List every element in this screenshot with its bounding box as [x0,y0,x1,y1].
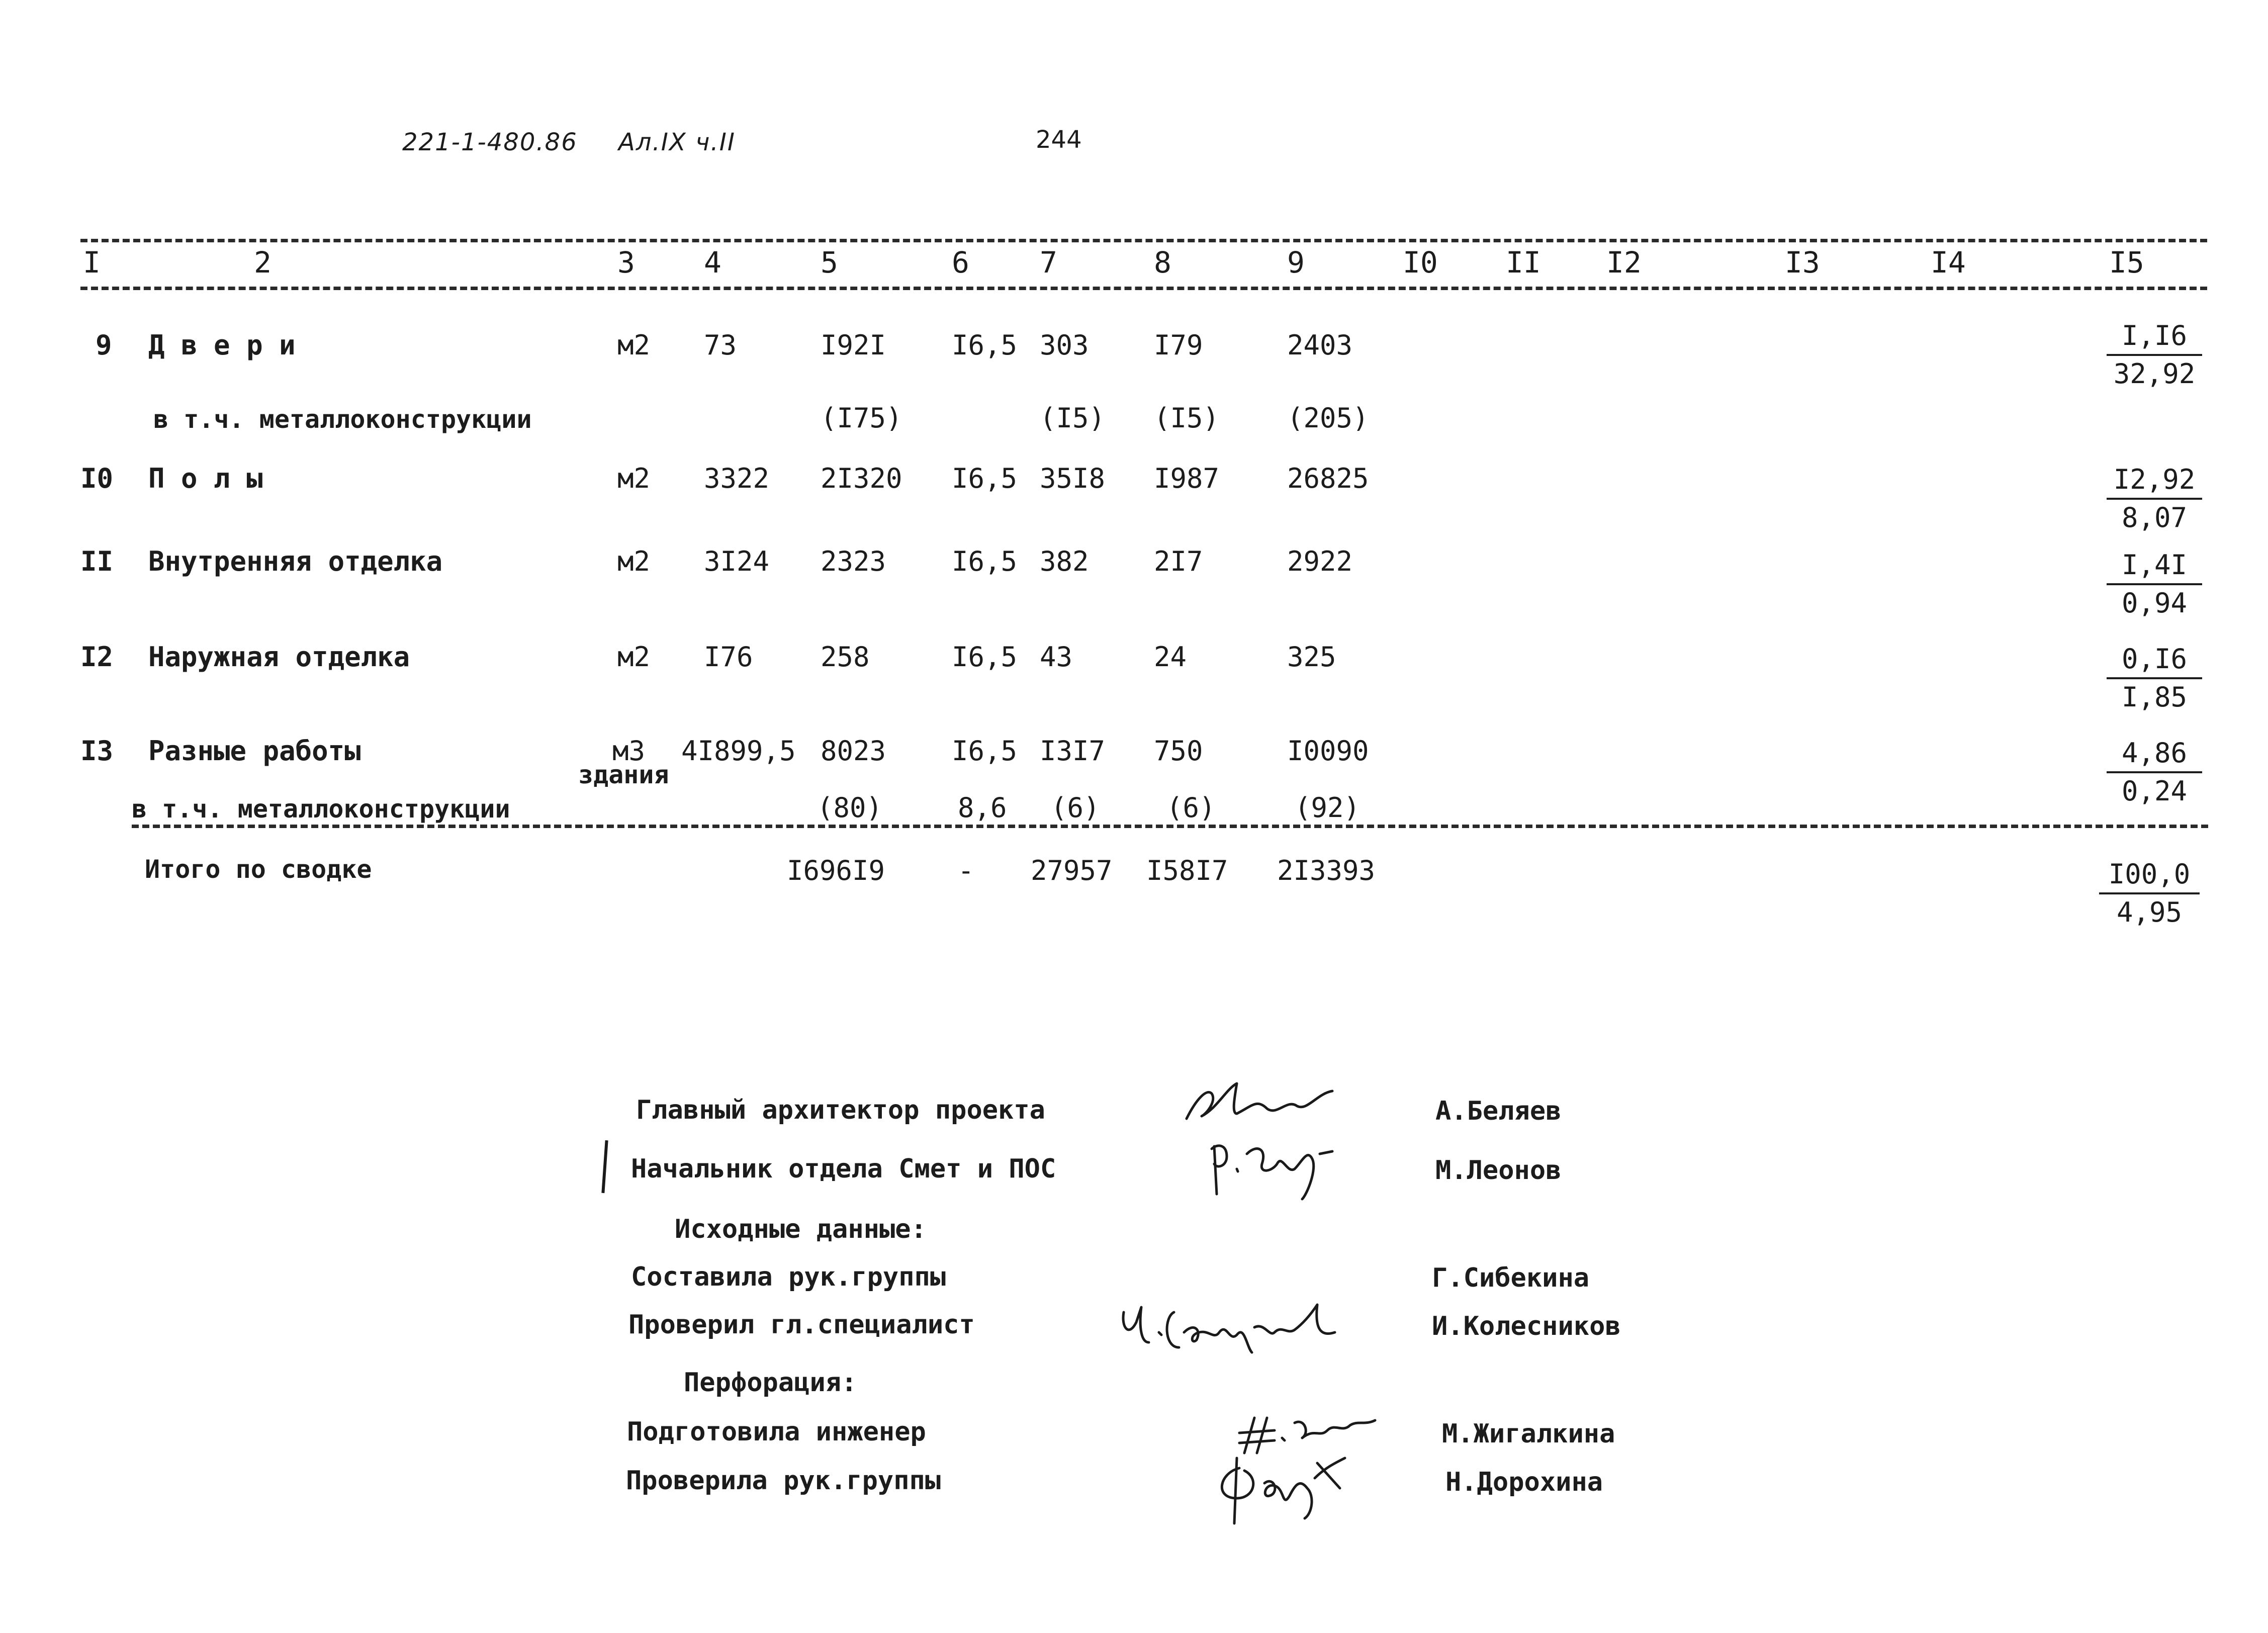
fraction-top: I2,92 [2107,462,2202,500]
signatory-role: Начальник отдела Смет и ПОС [631,1154,1056,1184]
row-col8: (6) [1166,792,1216,824]
row-col9: 325 [1287,641,1336,673]
row-col7: I3I7 [1040,735,1106,767]
row-col7: 382 [1040,546,1089,577]
col-header-12: I2 [1606,245,1642,280]
subtotal-rule [132,825,2208,828]
signatory-name: Н.Дорохина [1445,1467,1603,1497]
row-col15-fraction [2107,547,2202,621]
row-col6: I6,5 [952,546,1018,577]
row-name: Д в е р и [148,329,296,361]
row-col15-fraction [2107,462,2202,536]
fraction-bottom: I,85 [2121,681,2188,713]
col-header-5: 5 [821,245,838,280]
row-col9: I0090 [1287,735,1369,767]
signatory-name: М.Леонов [1435,1155,1562,1186]
total-col8: I58I7 [1146,855,1228,886]
row-name: Разные работы [148,735,361,767]
col-header-2: 2 [254,245,271,280]
handwritten-signature [1182,1078,1342,1134]
col-header-4: 4 [704,245,721,280]
row-col5: 2I320 [821,463,902,494]
row-col9: 26825 [1287,463,1369,494]
row-col4: I76 [704,641,753,673]
col-header-14: I4 [1931,245,1966,280]
row-number: I2 [80,641,114,673]
fraction-bottom: 4,95 [2116,896,2183,928]
row-col6: 8,6 [958,792,1007,824]
signatory-name: М.Жигалкина [1442,1419,1615,1449]
row-name: Наружная отделка [148,641,410,673]
fraction-bottom: 32,92 [2113,358,2196,390]
row-col6: I6,5 [952,463,1018,494]
row-col6: I6,5 [952,735,1018,767]
signatory-role: Проверила рук.группы [626,1466,941,1496]
doc-code: 221-1-480.86 [402,128,578,156]
row-col8: 750 [1154,735,1203,767]
margin-mark [601,1140,608,1193]
header-rule-bottom [80,287,2207,290]
signatory-name: И.Колесников [1432,1311,1621,1341]
row-number: 9 [96,329,112,361]
row-col8: (I5) [1154,402,1220,434]
row-col15-fraction [2107,318,2202,392]
col-header-7: 7 [1040,245,1057,280]
signatory-role: Проверил гл.специалист [628,1310,975,1340]
row-col15-fraction [2107,641,2202,715]
total-col7: 27957 [1031,855,1113,886]
row-col8: I79 [1154,329,1203,361]
col-header-8: 8 [1154,245,1171,280]
signatory-role: Подготовила инженер [627,1417,926,1447]
total-col5: I696I9 [787,855,885,886]
total-col9: 2I3393 [1277,855,1376,886]
col-header-15: I5 [2109,245,2144,280]
row-col9: (92) [1295,792,1360,824]
row-unit: м2 [617,463,651,494]
row-name: Внутренняя отделка [148,546,443,577]
col-header-1: I [83,245,101,280]
total-label: Итого по сводке [145,855,372,884]
row-col8: 2I7 [1154,546,1203,577]
row-col4: 4I899,5 [681,735,796,767]
page-number: 244 [1036,126,1082,154]
row-col5: I92I [821,329,886,361]
row-name: в т.ч. металлоконструкции [132,794,510,824]
col-header-13: I3 [1785,245,1820,280]
row-col4: 3I24 [704,546,770,577]
row-col7: (6) [1051,792,1100,824]
row-col9: (205) [1287,402,1369,434]
col-header-11: II [1506,245,1541,280]
fraction-top: 4,86 [2107,735,2202,773]
row-unit: м2 [617,546,651,577]
total-col6: - [958,855,974,886]
row-col6: I6,5 [952,329,1018,361]
handwritten-signature [1114,1292,1345,1363]
header-rule-top [80,239,2207,242]
row-col4: 3322 [704,463,770,494]
row-unit: м2 [617,641,651,673]
total-col15-fraction [2099,856,2200,931]
fraction-top: I,4I [2107,547,2202,585]
col-header-6: 6 [952,245,969,280]
handwritten-signature [1202,1134,1368,1214]
row-col7: 303 [1040,329,1089,361]
row-col5: 258 [821,641,870,673]
row-col9: 2922 [1287,546,1353,577]
row-col5: (I75) [821,402,902,434]
row-col7: (I5) [1040,402,1106,434]
album-ref: Ал.IX ч.II [618,128,736,156]
section-title: Перфорация: [684,1368,857,1398]
row-unit: м3 [612,735,646,767]
fraction-bottom: 0,94 [2121,587,2188,619]
row-col5: (80) [817,792,883,824]
section-title: Исходные данные: [675,1214,927,1244]
row-unit-note: здания [578,760,669,789]
row-col9: 2403 [1287,329,1353,361]
row-col7: 35I8 [1040,463,1106,494]
signatory-name: Г.Сибекина [1432,1263,1590,1293]
fraction-bottom: 8,07 [2121,502,2188,533]
row-col6: I6,5 [952,641,1018,673]
fraction-bottom: 0,24 [2121,775,2188,807]
signatory-role: Главный архитектор проекта [636,1095,1045,1125]
row-col4: 73 [704,329,737,361]
row-col15-fraction [2107,735,2202,809]
row-unit: м2 [617,329,651,361]
fraction-top: I00,0 [2099,856,2200,894]
col-header-10: I0 [1403,245,1438,280]
fraction-top: 0,I6 [2107,641,2202,679]
row-number: I0 [80,463,114,494]
row-name: П о л ы [148,463,263,494]
fraction-top: I,I6 [2107,318,2202,356]
signatory-name: А.Беляев [1435,1096,1562,1126]
col-header-9: 9 [1287,245,1305,280]
row-number: II [80,546,114,577]
row-col5: 8023 [821,735,886,767]
signatory-role: Составила рук.группы [631,1262,946,1292]
row-col8: I987 [1154,463,1220,494]
row-col7: 43 [1040,641,1073,673]
row-number: I3 [80,735,114,767]
row-col8: 24 [1154,641,1187,673]
row-name: в т.ч. металлоконструкции [153,405,532,434]
row-col5: 2323 [821,546,886,577]
col-header-3: 3 [617,245,635,280]
handwritten-signature [1209,1448,1355,1528]
